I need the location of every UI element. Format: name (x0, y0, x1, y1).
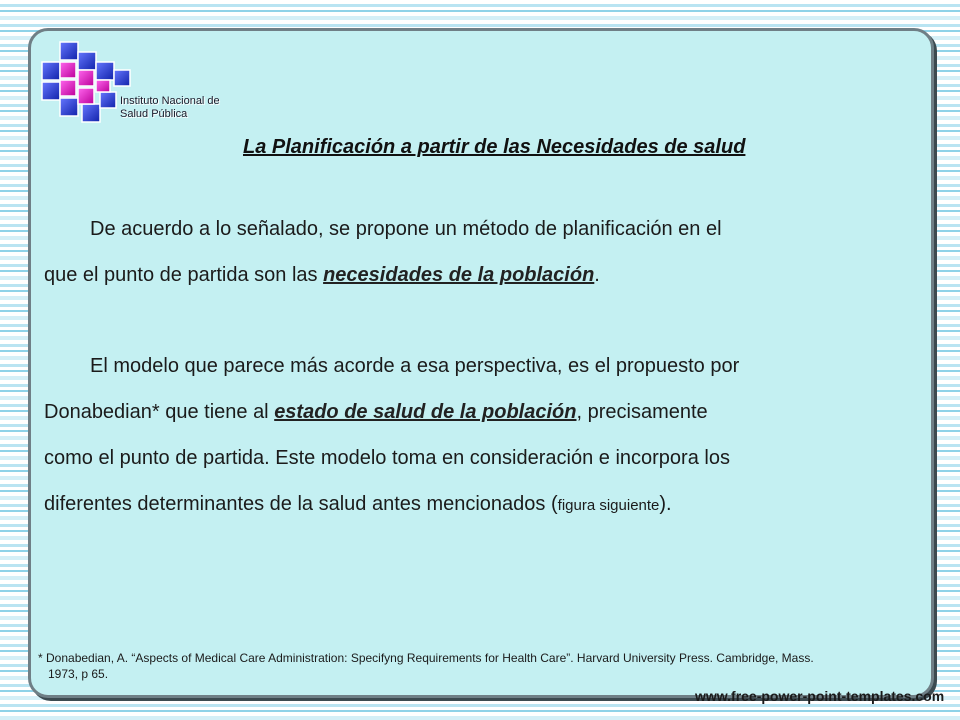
para1-line1: De acuerdo a lo señalado, se propone un método de planificación en el (90, 218, 722, 240)
slide-title: La Planificación a partir de las Necesidades de salud (243, 136, 746, 158)
para2-line2 (44, 401, 708, 424)
para2-line4 (44, 493, 672, 516)
footnote-line1: * Donabedian, A. “Aspects of Medical Care Administration: Specifyng Requirements for Health Care”. Harvard University Press. Cambridge, Mass. (38, 651, 814, 665)
para2-line4-end: ). (659, 493, 672, 515)
figure-reference: figura siguiente (557, 497, 660, 514)
highlight-needs: necesidades de la población (323, 264, 595, 286)
institute-name-line1: Instituto Nacional de (120, 95, 220, 107)
footnote-line2: 1973, p 65. (48, 667, 109, 681)
institute-name-line2: Salud Pública (120, 108, 188, 120)
highlight-health-state: estado de salud de la población (274, 401, 577, 423)
para1-line2-text: que el punto de partida son las (44, 264, 324, 286)
website-url: www.free-power-point-templates.com (695, 688, 945, 704)
institute-name (120, 95, 220, 121)
para1-line2-end: . (594, 264, 600, 286)
para2-line2-text: Donabedian* que tiene al (44, 401, 275, 423)
para2-line3: como el punto de partida. Este modelo toma en consideración e incorpora los (44, 447, 730, 469)
footnote (38, 650, 918, 682)
para2-line1: El modelo que parece más acorde a esa perspectiva, es el propuesto por (90, 355, 740, 377)
para2-line2-end: , precisamente (576, 401, 708, 423)
para2-line4-text: diferentes determinantes de la salud antes mencionados ( (44, 493, 558, 515)
para1-line2 (44, 264, 600, 287)
